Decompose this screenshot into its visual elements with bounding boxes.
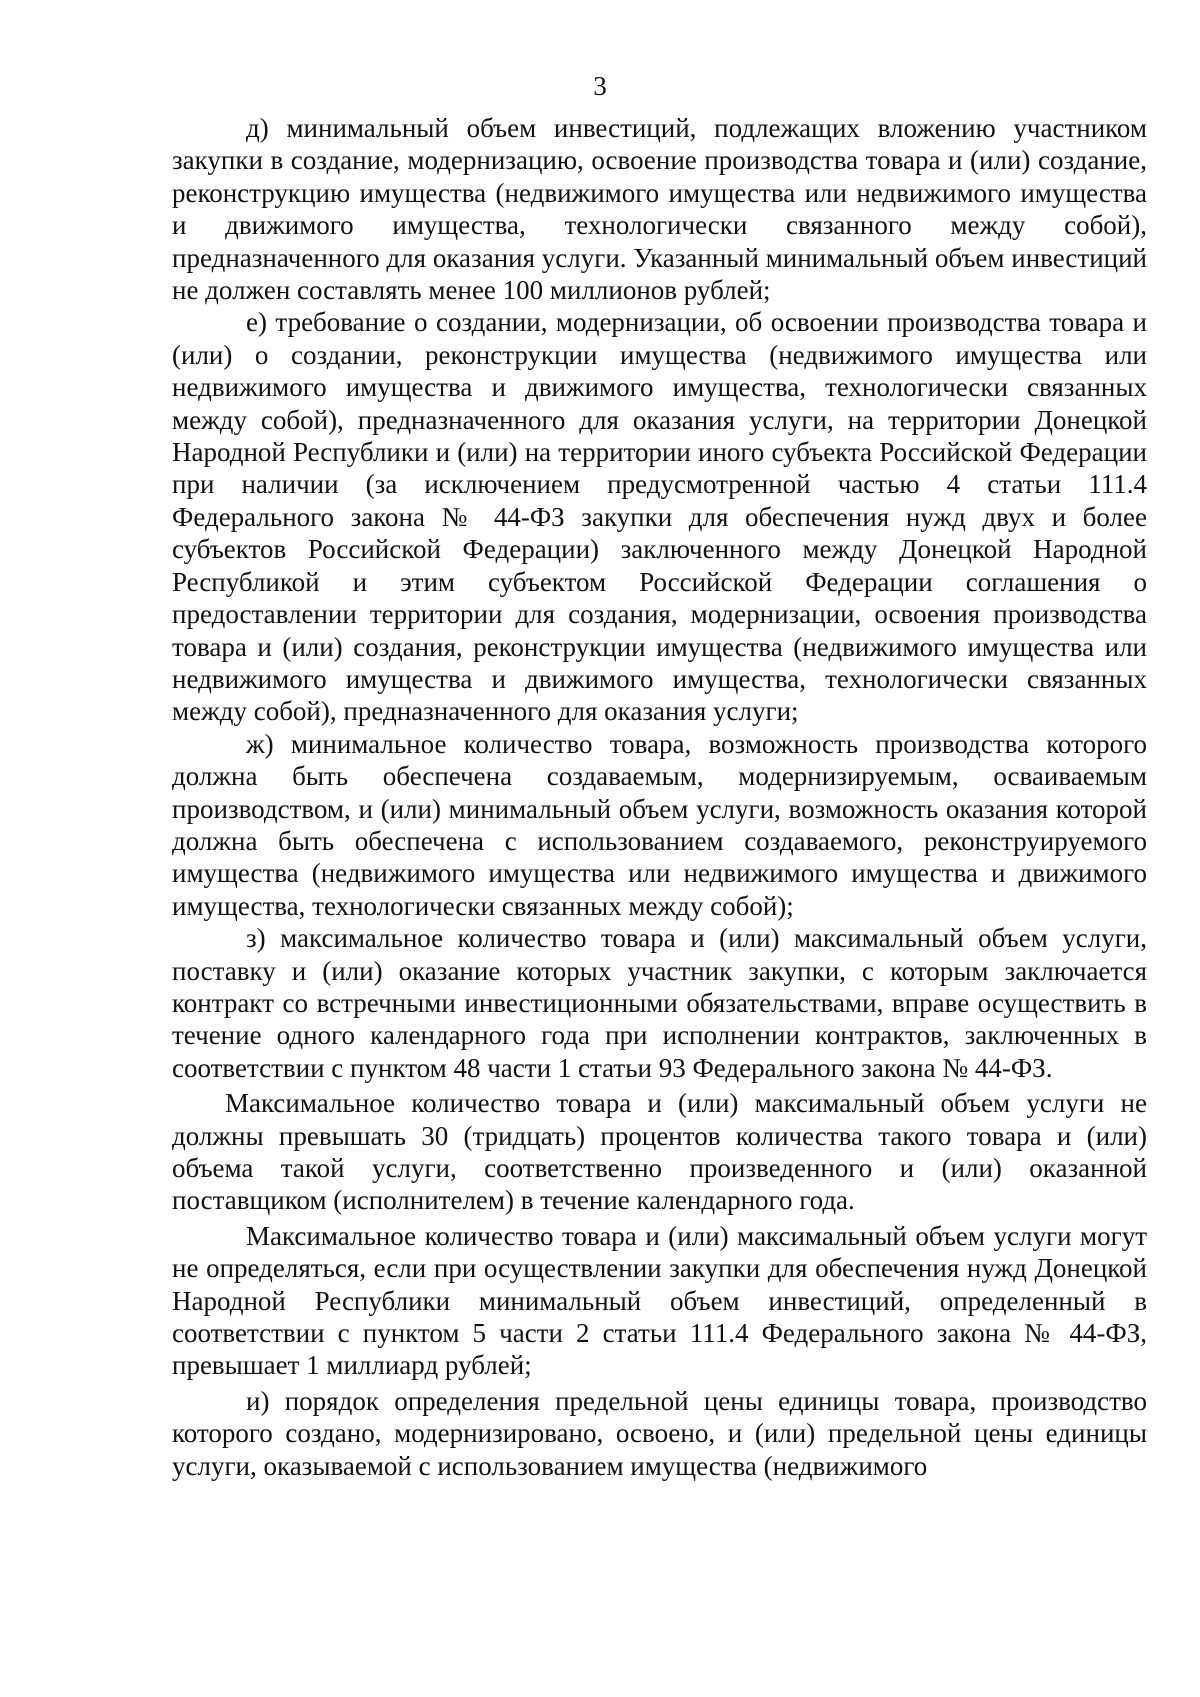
paragraph-d-investment-minimum: д) минимальный объем инвестиций, подлежащих вложению участником закупки в создание, модернизацию, освоение производства товара и (или) создание, реконструкцию имущества (недвижимого имущества или недвижимого имущества и движимого имущества, технологически связанного между собой), предназначенного для оказания услуги. Указанный минимальный объем инвестиций не должен составлять менее 100 миллионов рублей; <box>172 113 1147 306</box>
paragraph-zh-minimum-quantity: ж) минимальное количество товара, возможность производства которого должна быть обеспечена создаваемым, модернизируемым, осваиваемым производством, и (или) минимальный объем услуги, возможность оказания которой должна быть обеспечена с использованием создаваемого, реконструируемого имущества (недвижимого имущества или недвижимого имущества и движимого имущества, технологически связанных между собой); <box>172 728 1147 921</box>
paragraph-z-maximum-quantity: з) максимальное количество товара и (или) максимальный объем услуги, поставку и (или) оказание которых участник закупки, с которым заключается контракт со встречными инвестиционными обязательствами, вправе осуществить в течение одного календарного года при исполнении контрактов, заключенных в соответствии с пунктом 48 части 1 статьи 93 Федерального закона № 44-ФЗ. <box>172 923 1147 1083</box>
document-body <box>172 112 1147 1482</box>
paragraph-e-territory-requirement: е) требование о создании, модернизации, об освоении производства товара и (или) о создании, реконструкции имущества (недвижимого имущества или недвижимого имущества и движимого имущества, технологически связанных между собой), предназначенного для оказания услуги, на территории Донецкой Народной Республики и (или) на территории иного субъекта Российской Федерации при наличии (за исключением предусмотренной частью 4 статьи 111.4 Федерального закона № 44-ФЗ закупки для обеспечения нужд двух и более субъектов Российской Федерации) заключенного между Донецкой Народной Республикой и этим субъектом Российской Федерации соглашения о предоставлении территории для создания, модернизации, освоения производства товара и (или) создания, реконструкции имущества (недвижимого имущества или недвижимого имущества и движимого имущества, технологически связанных между собой), предназначенного для оказания услуги; <box>172 307 1147 727</box>
paragraph-maximum-not-determined: Максимальное количество товара и (или) максимальный объем услуги могут не определяться, если при осуществлении закупки для обеспечения нужд Донецкой Народной Республики минимальный объем инвестиций, определенный в соответствии с пунктом 5 части 2 статьи 111.4 Федерального закона № 44-ФЗ, превышает 1 миллиард рублей; <box>172 1220 1147 1381</box>
paragraph-i-price-determination: и) порядок определения предельной цены единицы товара, производство которого создано, модернизировано, освоено, и (или) предельной цены единицы услуги, оказываемой с использованием имущества (недвижимого <box>172 1385 1147 1481</box>
page-number: 3 <box>593 71 607 101</box>
paragraph-maximum-limit: Максимальное количество товара и (или) максимальный объем услуги не должны превышать 30 (тридцать) процентов количества такого товара и (или) объема такой услуги, соответственно произведенного и (или) оказанной поставщиком (исполнителем) в течение календарного года. <box>172 1088 1147 1216</box>
